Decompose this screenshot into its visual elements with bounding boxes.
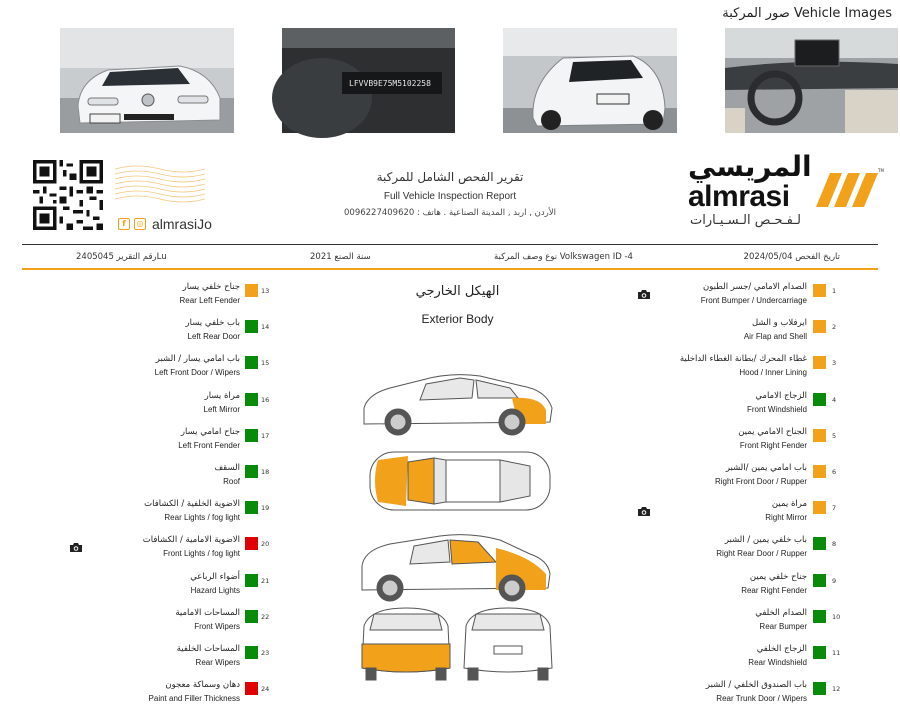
status-indicator-green <box>245 429 258 442</box>
car-damage-diagram <box>350 368 565 704</box>
status-indicator-green <box>245 465 258 478</box>
item-number: 2 <box>832 323 837 332</box>
item-number: 13 <box>261 287 270 295</box>
status-indicator-green <box>813 646 826 659</box>
report-title-en: Full Vehicle Inspection Report <box>383 191 517 202</box>
item-number: 3 <box>832 359 837 368</box>
item-number: 5 <box>832 431 837 440</box>
brand-tagline-ar: لـفـحـص الـسـيـارات <box>690 213 802 228</box>
item-number: 14 <box>261 323 270 332</box>
qr-code[interactable] <box>33 160 103 230</box>
item-number: 21 <box>261 576 270 585</box>
status-indicator-orange <box>245 284 258 297</box>
social-handle[interactable]: almrasiJo <box>152 216 212 232</box>
item-number: 12 <box>832 685 841 694</box>
item-label-ar: أضواء الرباعي <box>190 571 240 582</box>
item-number: 11 <box>832 649 841 657</box>
status-indicator-green <box>813 393 826 406</box>
brand-logo-icon <box>812 163 882 208</box>
vehicle-photo-vin[interactable] <box>282 28 455 133</box>
item-label-en: Left Front Fender <box>178 440 240 450</box>
decorative-wave-pattern <box>115 163 205 203</box>
item-number: 15 <box>261 359 270 368</box>
vehicle-photo-rear[interactable] <box>503 28 677 133</box>
item-label-en: Front Lights / fog light <box>163 549 240 559</box>
camera-icon[interactable] <box>637 502 651 513</box>
item-label-en: Front Wipers <box>194 621 240 631</box>
item-label-en: Right Rear Door / Rupper <box>716 549 807 559</box>
company-address: الأردن , اربد , المدينة الصناعية . هاتف : 0096227409620 <box>344 208 556 218</box>
car-top-view <box>370 452 550 510</box>
item-number: 1 <box>832 287 837 295</box>
report-number: رقم التقرير 2405045Lu <box>76 252 167 262</box>
item-label-ar: الجناح الامامي يمين <box>738 426 807 437</box>
item-label-ar: الاضوية الامامية / الكشافات <box>142 535 240 546</box>
item-number: 18 <box>261 468 270 476</box>
status-indicator-red <box>245 682 258 695</box>
status-indicator-orange <box>813 284 826 297</box>
status-indicator-red <box>245 537 258 550</box>
item-number: 10 <box>832 612 841 621</box>
item-label-en: Hazard Lights <box>190 585 240 595</box>
svg-text:LFVVB9E75M5102258: LFVVB9E75M5102258 <box>349 79 431 88</box>
vehicle-photo-interior[interactable] <box>725 28 898 133</box>
item-label-en: Rear Left Fender <box>179 296 240 305</box>
social-links <box>118 216 212 232</box>
camera-icon[interactable] <box>69 538 83 549</box>
status-indicator-orange <box>813 356 826 369</box>
item-label-en: Rear Windshield <box>748 658 807 667</box>
item-label-ar: الزجاج الامامي <box>755 390 807 401</box>
item-label-ar: المساحات الامامية <box>175 607 240 618</box>
vehicle-model: نوع وصف المركبة Volkswagen ID -4 <box>494 252 633 262</box>
item-number: 19 <box>261 504 270 513</box>
status-indicator-green <box>245 610 258 623</box>
status-indicator-green <box>245 393 258 406</box>
item-label-ar: الصدام الخلفي <box>755 607 807 618</box>
item-label-en: Left Mirror <box>203 404 240 414</box>
item-label-en: Front Bumper / Undercarriage <box>700 296 807 305</box>
item-number: 24 <box>261 685 270 694</box>
vehicle-images-title: صور المركبة Vehicle Images <box>722 6 892 21</box>
item-label-ar: مراة يسار <box>204 390 240 401</box>
status-indicator-green <box>245 320 258 333</box>
status-indicator-green <box>813 610 826 623</box>
item-number: 9 <box>832 576 837 585</box>
item-label-ar: الاضوية الخلفية / الكشافات <box>144 499 240 510</box>
item-label-en: Front Windshield <box>746 404 807 414</box>
item-label-ar: باب امامي يسار / الشبر <box>155 354 240 365</box>
item-label-en: Right Front Door / Rupper <box>714 477 807 486</box>
item-label-en: Rear Bumper <box>759 621 807 631</box>
item-number: 20 <box>261 540 270 549</box>
brand-name-ar: المريسي <box>688 150 812 183</box>
item-label-ar: السقف <box>214 463 240 473</box>
status-indicator-green <box>245 356 258 369</box>
header-divider <box>22 244 878 245</box>
status-indicator-orange <box>813 429 826 442</box>
item-label-en: Rear Right Fender <box>741 585 807 595</box>
item-label-ar: الزجاج الخلفي <box>756 644 807 654</box>
item-label-en: Rear Lights / fog light <box>164 513 240 523</box>
item-label-ar: مراة يمين <box>771 499 807 510</box>
item-label-en: Left Front Door / Wipers <box>154 368 240 378</box>
item-number: 23 <box>261 649 270 657</box>
instagram-icon[interactable]: ◎ <box>134 218 146 230</box>
status-indicator-orange <box>813 501 826 514</box>
car-side-view-left <box>362 535 550 601</box>
section-title-en: Exterior Body <box>421 312 494 326</box>
item-label-en: Rear Trunk Door / Wipers <box>716 694 807 704</box>
item-number: 16 <box>261 395 270 404</box>
status-indicator-green <box>813 574 826 587</box>
inspection-date: تاريخ الفحص 2024/05/04 <box>743 252 840 262</box>
car-rear-view <box>464 608 552 680</box>
item-label-ar: جناح خلفي يسار <box>182 282 240 292</box>
camera-icon[interactable] <box>637 285 651 296</box>
item-number: 8 <box>832 540 837 549</box>
item-label-en: Front Right Fender <box>739 440 807 450</box>
item-number: 4 <box>832 395 837 404</box>
item-label-en: Right Mirror <box>765 513 807 523</box>
status-indicator-orange <box>813 465 826 478</box>
item-number: 6 <box>832 468 837 476</box>
item-label-ar: المساحات الخلفية <box>176 644 240 654</box>
report-title-ar: تقرير الفحص الشامل للمركبة <box>376 170 524 184</box>
item-label-en: Paint and Filler Thickness <box>148 694 240 704</box>
item-label-ar: جناح امامي يسار <box>180 426 240 437</box>
item-label-ar: باب الصندوق الخلفي / الشبر <box>705 680 807 691</box>
facebook-icon[interactable]: f <box>118 218 130 230</box>
item-number: 7 <box>832 504 837 513</box>
item-label-ar: باب خلفي يسار <box>185 318 240 329</box>
status-indicator-green <box>245 574 258 587</box>
item-label-en: Rear Wipers <box>195 658 240 667</box>
info-divider <box>22 268 878 270</box>
item-label-ar: ايرفلاب و الشل <box>751 318 807 329</box>
item-number: 22 <box>261 612 270 621</box>
status-indicator-orange <box>813 320 826 333</box>
item-label-ar: غطاء المحرك /بطانة الغطاء الداخلية <box>679 354 807 365</box>
section-title-ar: الهيكل الخارجي <box>415 284 500 299</box>
item-label-en: Left Rear Door <box>187 332 240 342</box>
manufacture-year: سنة الصنع 2021 <box>310 252 371 262</box>
item-label-en: Air Flap and Shell <box>743 332 807 342</box>
status-indicator-green <box>245 501 258 514</box>
item-label-ar: جناح خلفي يمين <box>749 571 807 582</box>
car-side-view-right <box>364 375 552 435</box>
svg-text:TM: TM <box>878 168 884 173</box>
item-label-ar: الصدام الامامي /جسر الطبون <box>702 282 807 292</box>
item-label-ar: دهان وسماكة معجون <box>165 680 240 691</box>
item-label-ar: باب خلفي يمين / الشبر <box>724 535 807 546</box>
status-indicator-green <box>813 537 826 550</box>
status-indicator-green <box>245 646 258 659</box>
item-label-en: Roof <box>223 477 240 486</box>
status-indicator-green <box>813 682 826 695</box>
car-front-view <box>362 608 450 680</box>
item-number: 17 <box>261 431 270 440</box>
vehicle-photo-front[interactable] <box>60 28 234 133</box>
item-label-en: Hood / Inner Lining <box>739 368 807 378</box>
item-label-ar: باب امامي يمين /الشبر <box>725 463 807 473</box>
brand-name-en: almrasi <box>688 180 790 213</box>
